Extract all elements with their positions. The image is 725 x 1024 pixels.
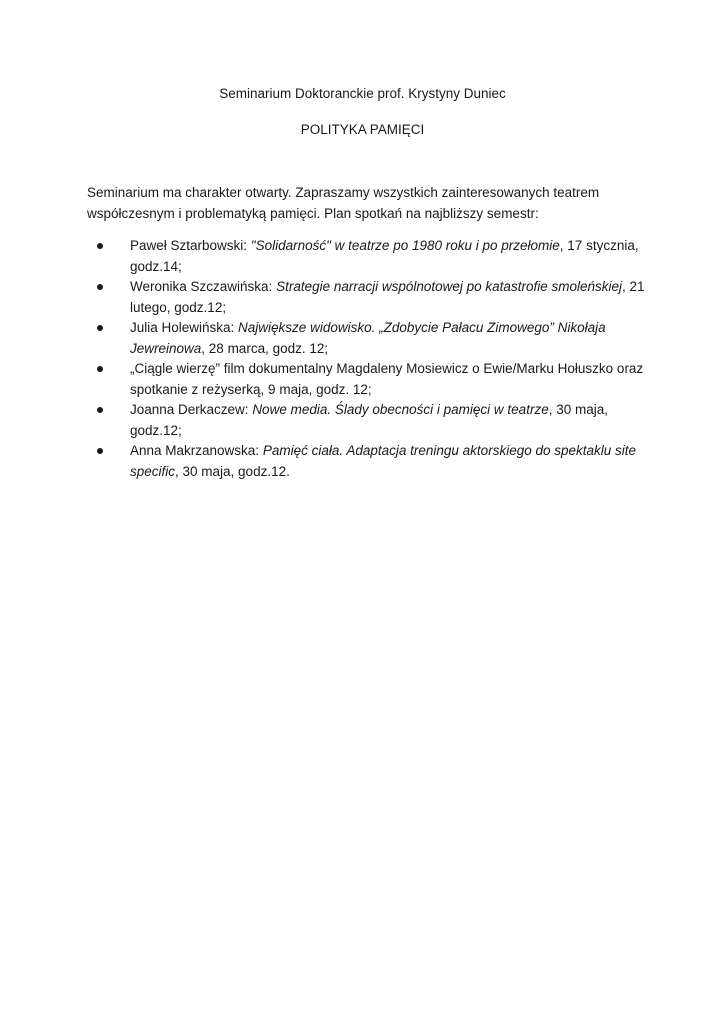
talk-title: Największe widowisko. „Zdobycie Pałacu Zimowego” Nikołaja Jewreinowa <box>130 320 606 356</box>
bullet-icon <box>97 243 103 249</box>
talk-details: , 17 stycznia, godz.14; <box>130 238 639 274</box>
bullet-icon <box>97 366 103 372</box>
bullet-icon <box>97 448 103 454</box>
list-item <box>87 441 647 482</box>
schedule-list <box>87 236 647 482</box>
presenter-name: Anna Makrzanowska: <box>130 443 263 458</box>
list-item <box>87 400 647 441</box>
list-item <box>87 277 647 318</box>
list-item <box>87 318 647 359</box>
talk-details: , 30 maja, godz.12. <box>175 463 290 479</box>
talk-details: , 21 lutego, godz.12; <box>130 279 645 315</box>
list-item <box>87 236 647 277</box>
bullet-icon <box>97 325 103 331</box>
bullet-icon <box>97 407 103 413</box>
list-item <box>87 359 647 400</box>
document-title: POLITYKA PAMIĘCI <box>300 122 425 137</box>
talk-title: Pamięć ciała. Adaptacja treningu aktorskiego do spektaklu site specific <box>130 443 637 479</box>
talk-title: Nowe media. Ślady obecności i pamięci w teatrze <box>252 402 549 417</box>
talk-details: , 28 marca, godz. 12; <box>201 340 329 356</box>
presenter-name: Weronika Szczawińska: <box>130 279 277 294</box>
event-description: „Ciągle wierzę” film dokumentalny Magdaleny Mosiewicz o Ewie/Marku Hołuszko oraz spotkanie z reżyserką, 9 maja, godz. 12; <box>130 361 644 397</box>
presenter-name: Julia Holewińska: <box>130 320 239 335</box>
presenter-name: Paweł Sztarbowski: <box>130 238 251 253</box>
talk-title: "Solidarność" w teatrze po 1980 roku i po przełomie <box>250 238 560 253</box>
talk-details: , 30 maja, godz.12; <box>130 402 608 438</box>
seminar-header: Seminarium Doktoranckie prof. Krystyny Duniec <box>219 86 506 101</box>
presenter-name: Joanna Derkaczew: <box>130 402 253 417</box>
intro-paragraph: Seminarium ma charakter otwarty. Zapraszamy wszystkich zainteresowanych teatrem współczesnym i problematyką pamięci. Plan spotkań na najbliższy semestr: <box>87 185 600 221</box>
bullet-icon <box>97 284 103 290</box>
talk-title: Strategie narracji wspólnotowej po katastrofie smoleńskiej <box>276 279 622 294</box>
